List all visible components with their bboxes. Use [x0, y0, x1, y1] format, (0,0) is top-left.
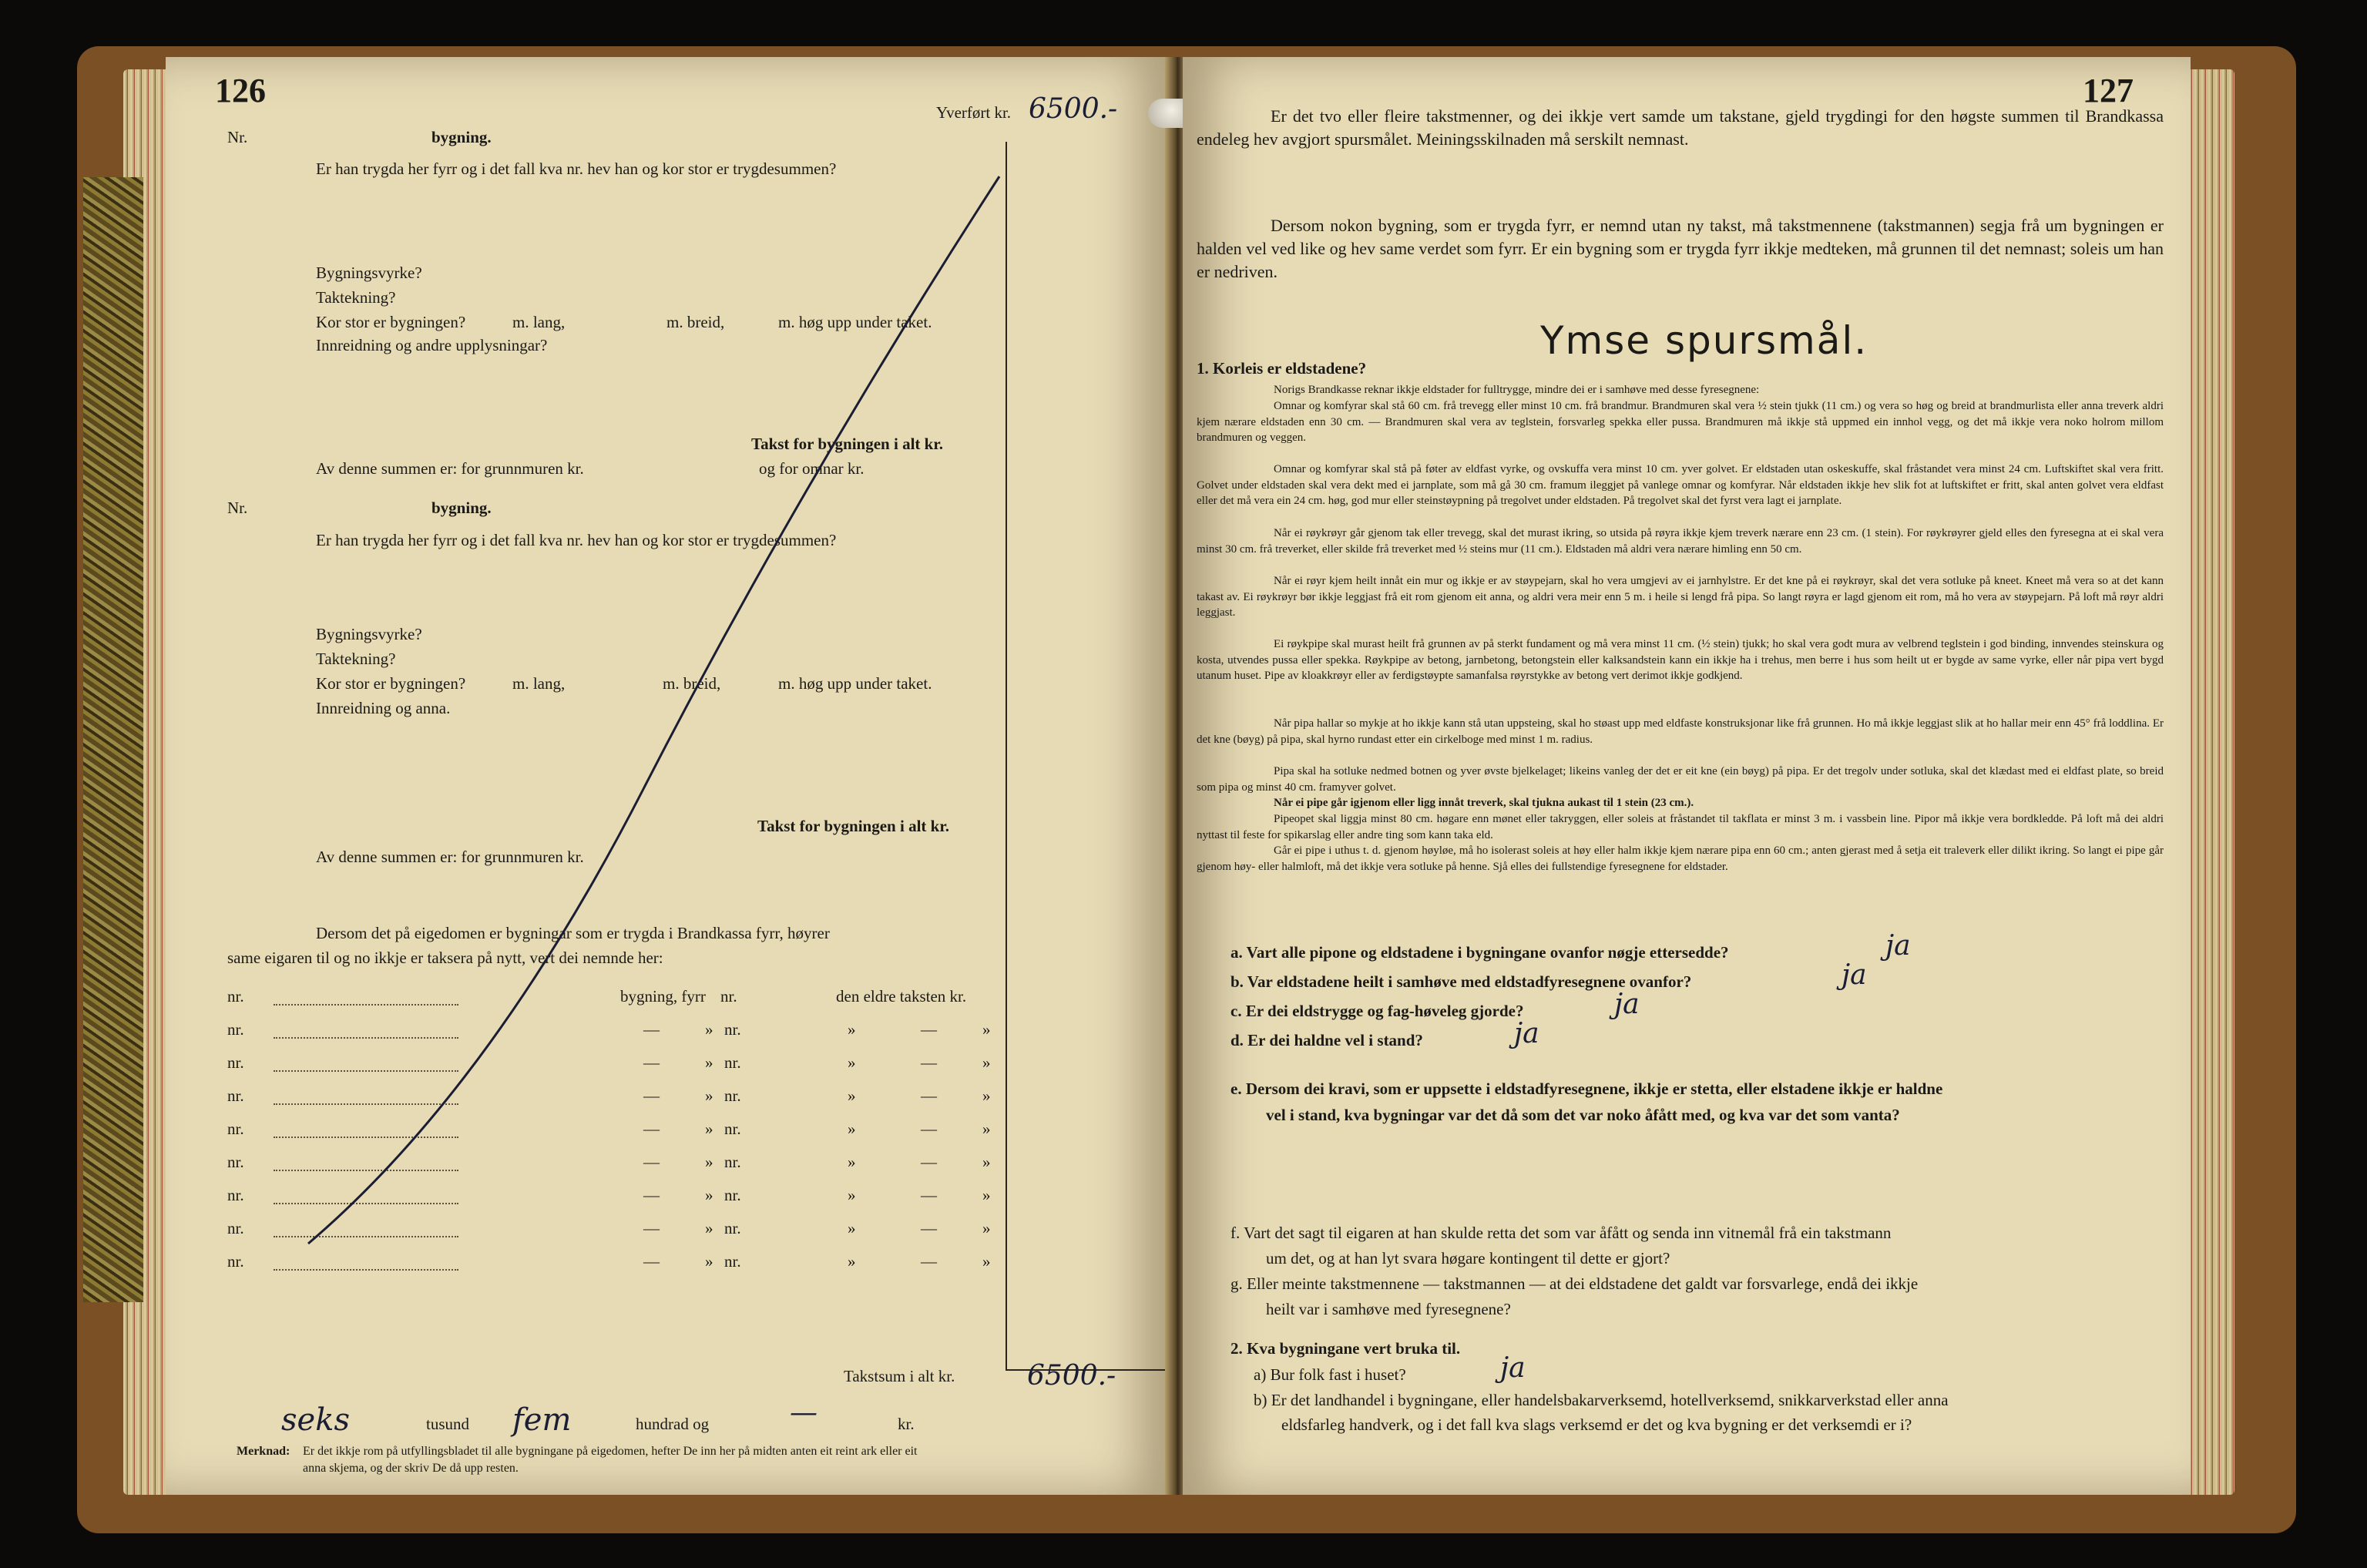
merknad-line-1: Er det ikkje rom på utfyllingsbladet til alle bygningane på eigedomen, hefter De inn her på midten anten eit reint ark eller eit	[303, 1445, 918, 1458]
row-ditto-2: »	[848, 1020, 856, 1039]
av-denne-1: Av denne summen er: for grunnmuren kr.	[316, 459, 584, 478]
takstsum-value: 6500.-	[1027, 1360, 1116, 1392]
rules-10: Pipeopet skal liggja minst 80 cm. høgare enn mønet eller takryggen, eller soleis at fråstandet til takflata er minst 3 m. i vassbein line. Pipor må ikkje vera bordkledde. På loft må dei aldri nyttast til feste for spikarslag eller andre ting som kann taka eld.	[1197, 813, 2164, 841]
row-dash-2: —	[921, 1252, 937, 1271]
rules-1: Norigs Brandkasse reknar ikkje eldstader for fulltrygge, mindre dei er i samhøve med desse fyresegnene:	[1274, 384, 1760, 396]
row-nr-label-2: nr.	[724, 1053, 741, 1072]
sum-words-dash: —	[790, 1397, 818, 1429]
question-c: c. Er dei eldstrygge og fag-høveleg gjorde?	[1231, 1002, 1524, 1020]
row-ditto-2: »	[848, 1186, 856, 1204]
m-lang-1: m. lang,	[512, 313, 566, 331]
section-title: Ymse spursmål.	[1540, 318, 1868, 363]
cancel-stroke	[166, 57, 1170, 1495]
av-denne-2: Av denne summen er: for grunnmuren kr.	[316, 848, 584, 866]
rules-6: Ei røykpipe skal murast heilt frå grunnen av på sterkt fundament og må vera minst 11 cm. (½ stein) tjukk; ho skal vera godt mura av velbrend teglstein i god binding, innvendes steinskura og kosta, utvendes pussa eller spekka. Røykpipe av betong, jarnbetong, betongstein eller kalksandstein kann ein ikkje ha i trehus, men berre i hus som heilt ut er bygde av same vyrke, eller når pipa vert bygd utanum huset. Pipe av kloakkrøyr eller av ferdigstøypte samanfalsa røyrstykke av betong vert derimot ikkje godkjend.	[1197, 638, 2164, 682]
takst-1: Takst for bygningen i alt kr.	[751, 435, 943, 453]
size-question-2: Kor stor er bygningen?	[316, 674, 466, 693]
rules-5: Når ei røyr kjem heilt innåt ein mur og ikkje er av støypejarn, skal ho vera umgjevi av ei jarnhylstre. Er det kne på ei røykrøyr, skal det vera sotluke på kneet. Kneet må vera so at det kann takast av. Ei røykrøyr bør ikkje leggjast frå eit rom gjenom eit anna, og aldri vera meir enn 5 m. i heile si lengd frå pipa. So langt røyra er lagd gjenom eit rom, må ho vera av støypejarn. På loft må røyr aldri leggjast.	[1197, 575, 2164, 619]
row-nr-label-2: nr.	[724, 1186, 741, 1204]
row-dash-1: —	[643, 1086, 660, 1105]
row-ditto-2: »	[848, 1086, 856, 1105]
row-dash-2: —	[921, 1186, 937, 1204]
question-g-line-1: g. Eller meinte takstmennene — takstmannen — at dei eldstadene det galdt var forsvarlege, endå dei ikkje	[1231, 1274, 1919, 1293]
row-dash-2: —	[921, 1120, 937, 1138]
insured-question-2: Er han trygda her fyrr og i det fall kva nr. hev han og kor stor er trygdesummen?	[316, 531, 837, 549]
rules-2: Omnar og komfyrar skal stå 60 cm. frå trevegg eller minst 10 cm. frå brandmur. Brandmuren skal vera ½ stein tjukk (11 cm.) og vera so høg og breid at brandmurlista eller anna treverk aldri kjem nærare eldstaden enn 30 cm. — Brandmuren skal vera av teglstein, forsvarleg spekka eller pussa. Brandmuren må ikkje stå uppmed ein innhol vegg, og det må ikkje vera noko holrom millom brandmuren og veggen.	[1197, 400, 2164, 444]
row-nr-label-2: nr.	[724, 1120, 741, 1138]
row-ditto-2: »	[848, 1120, 856, 1138]
bygning-label-2: bygning.	[431, 499, 492, 517]
row-dash-2: —	[921, 1053, 937, 1072]
question-2b-line-2: eldsfarleg handverk, og i det fall kva slags verksemd er det og kva bygning er det verksemdi er i?	[1281, 1415, 1912, 1434]
answer-c: ja	[1614, 989, 1640, 1020]
left-page	[166, 57, 1170, 1495]
row-nr-label: nr.	[227, 987, 244, 1006]
row-ditto-2: »	[848, 1252, 856, 1271]
row-dash-1: —	[643, 1120, 660, 1138]
kr-label: kr.	[898, 1415, 915, 1433]
tusund-label: tusund	[426, 1415, 470, 1433]
answer-d: ja	[1514, 1018, 1539, 1049]
row-nr-label-2: nr.	[724, 1153, 741, 1171]
vyrke-2: Bygningsvyrke?	[316, 625, 422, 643]
question-f-line-2: um det, og at han lyt svara høgare kontingent til dette er gjort?	[1266, 1249, 1670, 1267]
insured-question-1: Er han trygda her fyrr og i det fall kva nr. hev han og kor stor er trygdesummen?	[316, 159, 837, 178]
question-b: b. Var eldstadene heilt i samhøve med eldstadfyresegnene ovanfor?	[1231, 972, 1692, 991]
nr-label-2: Nr.	[227, 499, 248, 517]
vyrke-1: Bygningsvyrke?	[316, 264, 422, 282]
taktekning-1: Taktekning?	[316, 288, 396, 307]
row-ditto-2: »	[848, 1053, 856, 1072]
row-ditto-3: »	[982, 1020, 991, 1039]
row-ditto-1: »	[705, 1219, 713, 1237]
takst-2: Takst for bygningen i alt kr.	[757, 817, 949, 835]
intro-paragraph: Er det tvo eller fleire takstmenner, og dei ikkje vert samde um takstane, gjeld trygdingi for den høgste summen til Brandkassa endeleg hev avgjort spursmålet. Meiningsskilnaden må serskilt nemnast.	[1197, 106, 2164, 149]
row-bygning-fyrr: bygning, fyrr	[620, 987, 706, 1006]
carried-value: 6500.-	[1029, 93, 1118, 125]
row-ditto-1: »	[705, 1186, 713, 1204]
sum-words-seks: seks	[281, 1402, 350, 1438]
m-breid-2: m. breid,	[663, 674, 721, 693]
m-hog-1: m. høg upp under taket.	[778, 313, 932, 331]
omnar-1: og for omnar kr.	[759, 459, 865, 478]
row-nr-label: nr.	[227, 1186, 244, 1204]
row-ditto-3: »	[982, 1186, 991, 1204]
innreidning-2: Innreidning og anna.	[316, 699, 451, 717]
row-eldre-takst: den eldre taksten kr.	[836, 987, 967, 1006]
row-nr-label: nr.	[227, 1252, 244, 1271]
row-dash-2: —	[921, 1086, 937, 1105]
size-question-1: Kor stor er bygningen?	[316, 313, 466, 331]
m-lang-2: m. lang,	[512, 674, 566, 693]
question-f-line-1: f. Vart det sagt til eigaren at han skulde retta det som var åfått og senda inn vitnemål frå ein takstmann	[1231, 1224, 1892, 1242]
question-2-label: 2. Kva bygningane vert bruka til.	[1231, 1339, 1461, 1358]
carried-label: Yverført kr.	[936, 103, 1012, 122]
dersom-paragraph: Dersom nokon bygning, som er trygda fyrr, er nemnd utan ny takst, må takstmennene (takstmannen) segja frå um bygningen er halden vel ved like og hev same verdet som fyrr. Er ein bygning som er trygda fyrr ikkje medteken, må grunnen til det nemnast; soleis um han er nedriven.	[1197, 216, 2164, 281]
row-ditto-3: »	[982, 1053, 991, 1072]
row-dash-1: —	[643, 1186, 660, 1204]
question-2a: a) Bur folk fast i huset?	[1254, 1365, 1406, 1384]
rules-9: Når ei pipe går igjenom eller ligg innåt treverk, skal tjukna aukast til 1 stein (23 cm.).	[1274, 797, 1694, 809]
question-d: d. Er dei haldne vel i stand?	[1231, 1031, 1423, 1049]
row-nr-label: nr.	[227, 1053, 244, 1072]
row-ditto-1: »	[705, 1153, 713, 1171]
row-ditto-1: »	[705, 1053, 713, 1072]
dersom-line-2: same eigaren til og no ikkje er taksera på nytt, vert dei nemnde her:	[227, 949, 663, 967]
row-nr-label-2: nr.	[724, 1086, 741, 1105]
m-hog-2: m. høg upp under taket.	[778, 674, 932, 693]
bygning-label-1: bygning.	[431, 128, 492, 146]
answer-b: ja	[1842, 959, 1867, 991]
row-dash-1: —	[643, 1252, 660, 1271]
row-ditto-3: »	[982, 1252, 991, 1271]
page-number-left: 126	[215, 72, 266, 109]
row-ditto-3: »	[982, 1086, 991, 1105]
merknad-label: Merknad:	[237, 1445, 290, 1458]
question-e-line-1: e. Dersom dei kravi, som er uppsette i eldstadfyresegnene, ikkje er stetta, eller elstadene ikkje er haldne	[1231, 1079, 1943, 1098]
row-nr-label: nr.	[227, 1020, 244, 1039]
merknad-line-2: anna skjema, og der skriv De då upp resten.	[303, 1462, 519, 1475]
row-ditto-1: »	[705, 1020, 713, 1039]
row-ditto-3: »	[982, 1219, 991, 1237]
row-nr-label-2: nr.	[720, 987, 737, 1006]
rules-11: Går ei pipe i uthus t. d. gjenom høyløe, må ho isolerast soleis at høy eller halm ikkje kjem nærare pipa enn 60 cm.; anten gjerast med å setja eit traleverk eller dilikt ikring. So langt ei pipe går gjenom høy- eller halmloft, må det ikkje vera sotluke på henne. Sjå elles dei fullstendige fyresegnene for eldstader.	[1197, 844, 2164, 873]
rules-4: Når ei røykrøyr går gjenom tak eller trevegg, skal det murast ikring, so utsida på røyra ikkje kjem treverk nærare enn 23 cm. (1 stein). For røykrøyrer gjeld elles den fyresegna at ei skal vera minst 30 cm. frå treverket, eller skilde frå treverket med ½ steins mur (11 cm.). Eldstaden må aldri vera nærare himling enn 50 cm.	[1197, 527, 2164, 556]
takstsum-label: Takstsum i alt kr.	[844, 1367, 955, 1385]
row-ditto-1: »	[705, 1120, 713, 1138]
answer-a: ja	[1885, 930, 1911, 962]
row-ditto-3: »	[982, 1120, 991, 1138]
question-a: a. Vart alle pipone og eldstadene i bygningane ovanfor nøgje ettersedde?	[1231, 943, 1729, 962]
row-nr-label: nr.	[227, 1120, 244, 1138]
row-nr-label: nr.	[227, 1086, 244, 1105]
row-nr-label-2: nr.	[724, 1252, 741, 1271]
row-dash-1: —	[643, 1153, 660, 1171]
row-dash-1: —	[643, 1020, 660, 1039]
row-dash-2: —	[921, 1219, 937, 1237]
sum-words-fem: fem	[512, 1402, 572, 1438]
row-nr-label: nr.	[227, 1219, 244, 1237]
row-ditto-2: »	[848, 1219, 856, 1237]
row-ditto-1: »	[705, 1086, 713, 1105]
nr-label-1: Nr.	[227, 128, 248, 146]
row-nr-label: nr.	[227, 1153, 244, 1171]
row-ditto-1: »	[705, 1252, 713, 1271]
row-ditto-3: »	[982, 1153, 991, 1171]
question-e-line-2: vel i stand, kva bygningar var det då som det var noko åfått med, og kva var det som vanta?	[1266, 1106, 1900, 1124]
m-breid-1: m. breid,	[666, 313, 725, 331]
dersom-line-1: Dersom det på eigedomen er bygningar som er trygda i Brandkassa fyrr, høyrer	[316, 924, 830, 942]
rules-7: Når pipa hallar so mykje at ho ikkje kann stå utan uppsteing, skal ho støast upp med eldfaste konstruksjonar like frå grunnen. Ho må ikkje leggjast slik at ho hallar meir enn 45° frå loddlina. Er det kne (bøyg) på pipa, skal hyrno rundast etter ein cirkelboge med minst 1 m. radius.	[1197, 717, 2164, 746]
row-dash-1: —	[643, 1053, 660, 1072]
hundrad-label: hundrad og	[636, 1415, 710, 1433]
page-number-right: 127	[2083, 72, 2134, 109]
row-nr-label-2: nr.	[724, 1219, 741, 1237]
question-1-label: 1. Korleis er eldstadene?	[1197, 359, 1367, 378]
rules-3: Omnar og komfyrar skal stå på føter av eldfast vyrke, og ovskuffa vera minst 10 cm. yver golvet. Er eldstaden utan oskeskuffe, skal fråstandet vera minst 24 cm. Luftskiftet skal vera fritt. Golvet under eldstaden skal vera dekt med ei jarnplate, som må gå 30 cm. framum ileggjet på vanlege omnar og komfyrar. Når eldstaden ikkje hev slik fot at luftskiftet er fritt, skal anten golvet vera eldfast eller det må vera ein 24 cm. høg, god mur eller steinstøypning på tregolvet under eldstaden. På tregolvet skal det fyrst vera lagt ei jarnplate.	[1197, 463, 2164, 507]
taktekning-2: Taktekning?	[316, 650, 396, 668]
row-nr-label-2: nr.	[724, 1020, 741, 1039]
rules-8: Pipa skal ha sotluke nedmed botnen og yver øvste bjelkelaget; likeins vanleg der det er eit kne (ein bøyg) på pipa. Er det tregolv under sotluka, skal det klædast med ei eldfast plate, so breid som pipa og minst 40 cm. framyver golvet.	[1197, 765, 2164, 794]
right-page	[1183, 57, 2191, 1495]
row-dash-2: —	[921, 1153, 937, 1171]
innreidning-1: Innreidning og andre upplysningar?	[316, 336, 548, 354]
question-2b-line-1: b) Er det landhandel i bygningane, eller handelsbakarverksemd, hotellverksemd, snikkarverkstad eller anna	[1254, 1391, 1949, 1409]
row-dash-2: —	[921, 1020, 937, 1039]
answer-2a: ja	[1500, 1352, 1526, 1384]
row-ditto-2: »	[848, 1153, 856, 1171]
marbled-binding	[83, 177, 143, 1302]
row-dash-1: —	[643, 1219, 660, 1237]
question-g-line-2: heilt var i samhøve med fyresegnene?	[1266, 1300, 1511, 1318]
